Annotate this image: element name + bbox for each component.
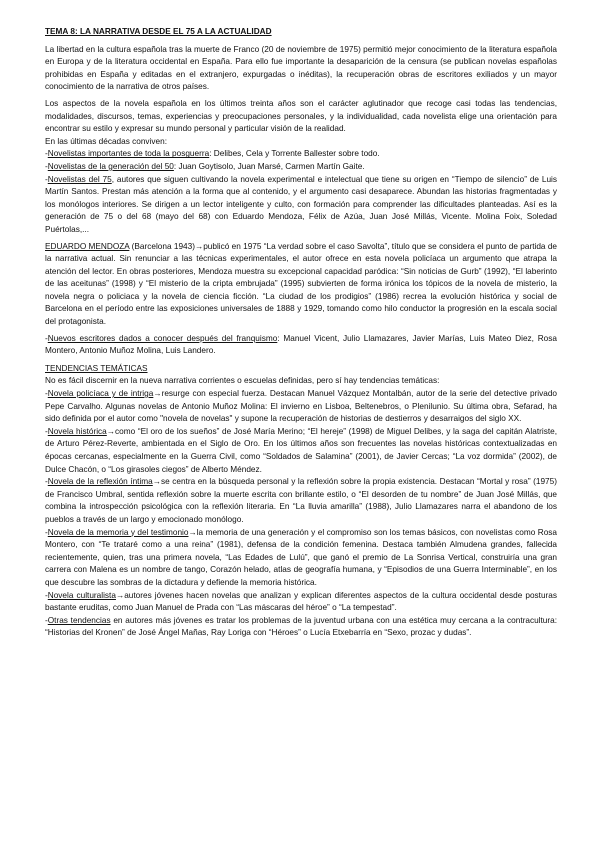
new-writers-text: : Manuel Vicent, Julio Llamazares, Javier Marías, Luis Mateo Diez, Rosa Montero, Antonio Muñoz Molina, Luis Landero.	[45, 333, 557, 356]
tendencia-policiaca: -Novela policíaca y de intriga→resurge con especial fuerza. Destacan Manuel Vázquez Montalbán, autor de la serie del detective privado Pepe Carvalho. Algunas novelas de Antonio Muñoz Molina: El invierno en Lisboa, Beltenebros, o Plenilunio. Su última obra, Sefarad, ha sido definida por el autor como "novela de novelas" y supone la recuperación de historias de destierros y desarraigos del siglo XX.	[45, 389, 558, 424]
document-page	[45, 26, 557, 640]
mendoza-label: EDUARDO MENDOZA	[45, 241, 130, 251]
tendencia-label: Novela de la reflexión íntima	[47, 477, 153, 487]
group-label: Novelistas importantes de toda la posguerra	[47, 149, 210, 159]
tendencia-text: en autores más jóvenes es tratar los problemas de la juventud urbana con una estética muy cercana a la contracultura: “Historias del Kronen” de José Ángel Mañas, Ray Loriga con “Héroes” o Lucía Etxebarría en “Sexo, prozac y dudas”.	[45, 615, 558, 638]
tendencia-label: Novela histórica	[47, 426, 107, 436]
group-generacion-50: -Novelistas de la generación del 50: Juan Goytisolo, Juan Marsé, Carmen Martín Gaite.	[45, 161, 365, 171]
group-posguerra: -Novelistas importantes de toda la posguerra: Delibes, Cela y Torrente Ballester sobre todo.	[45, 149, 380, 159]
tendencia-reflexion-intima: -Novela de la reflexión íntima→se centra en la búsqueda personal y la reflexión sobre la propia existencia. Destacan “Mortal y rosa” (1975) de Francisco Umbral, sentida reflexión sobre la muerte escrita con brillante estilo, o “El desorden de tu nombre” de Juan José Millás, que combina la introspección psicológica con la reflexión literaria. En “La lluvia amarilla” (1988), Julio Llamazares narra el abandono de los pueblos a través de un largo y emocionado monólogo.	[45, 477, 557, 524]
tendencia-historica: -Novela histórica→como “El oro de los sueños” de José María Merino; “El hereje” (1998) de Miguel Delibes, y la saga del capitán Alatriste, de Arturo Pérez-Reverte, ambientada en el Siglo de Oro. En los últimos años son frecuentes las novelas históricas contextualizadas en épocas cercanas, especialmente en la Guerra Civil, como “Soldados de Salamina” (2001), de Javier Cercas; “La voz dormida” (2002), de Dulce Chacón, o “Los girasoles ciegos” de Alberto Méndez.	[45, 426, 558, 474]
document-title: TEMA 8: LA NARRATIVA DESDE EL 75 A LA ACTUALIDAD	[45, 27, 272, 36]
group-label: Novelistas de la generación del 50	[47, 161, 174, 171]
group-label: Novelistas del 75	[47, 174, 112, 184]
tendencia-label: Novela policíaca y de intriga	[47, 389, 154, 399]
group-novelistas-75: -Novelistas del 75, autores que siguen cultivando la novela experimental e intelectual que tiene su origen en “Tiempo de silencio” de Luis Martín Santos. Prestan más atención a la forma que al contenido, y el argumento casi desaparece. Abundan las historias fragmentadas y los monólogos interiores. Se dirigen a un lector inteligente y culto, con formación para comprender las dificultades planteadas. Así es la generación de 75 o del 68 (mayo del 68) con Eduardo Mendoza, Félix de Azúa, Juan José Millás, Vicente. Molina Foix, Soledad Puértolas,...	[45, 174, 557, 234]
tendencia-text: →como “El oro de los sueños” de José María Merino; “El hereje” (1998) de Miguel Delibes, y la saga del capitán Alatriste, de Arturo Pérez-Reverte, ambientada en el Siglo de Oro. En los últimos años son frecuentes las novelas históricas contextualizadas en épocas cercanas, especialmente en la Guerra Civil, como “Soldados de Salamina” (2001), de Javier Cercas; “La voz dormida” (2002), de Dulce Chacón, o “Los girasoles ciegos” de Alberto Méndez.	[45, 426, 558, 474]
mendoza-paragraph	[45, 241, 557, 329]
tendencia-text: →la memoria de una generación y el compromiso son los temas básicos, con novelistas como Rosa Montero, con “Te trataré como a una reina” (1981), defensa de la condición femenina. Destaca también Almudena grandes, fallecida recientemente, quien, tras una primera novela, “Las Edades de Lulú”, que ganó el premio de La Sonrisa Vertical, construiría una gran carrera con Malena es un nombre de tango, Corazón helado, atlas de geografía humana, y “Episodios de una Guerra Interminable”, en los que descubre las sombras de la dictadura y defiende la memoria histórica.	[45, 527, 557, 587]
tendencia-text: →autores jóvenes hacen novelas que analizan y explican diferentes aspectos de la cultura occidental desde posturas bastante eruditas, como Juan Manuel de Prada con “Las máscaras del héroe” o “La tempestad”.	[45, 590, 558, 613]
tendencias-intro: No es fácil discernir en la nueva narrativa corrientes o escuelas definidas, pero sí hay tendencias temáticas:	[45, 376, 440, 386]
tendencia-otras: -Otras tendencias en autores más jóvenes es tratar los problemas de la juventud urbana con una estética muy cercana a la contracultura: “Historias del Kronen” de José Ángel Mañas, Ray Loriga con “Héroes” o Lucía Etxebarría en “Sexo, prozac y dudas”.	[45, 615, 558, 638]
tendencia-label: Novela culturalista	[47, 590, 116, 600]
new-writers-paragraph: -Nuevos escritores dados a conocer después del franquismo: Manuel Vicent, Julio Llamazares, Javier Marías, Luis Mateo Diez, Rosa Montero, Antonio Muñoz Molina, Luis Landero.	[45, 333, 557, 356]
group-text: : Juan Goytisolo, Juan Marsé, Carmen Martín Gaite.	[173, 161, 365, 171]
mendoza-text: (Barcelona 1943)→publicó en 1975 “La verdad sobre el caso Savolta”, título que se considera el punto de partida de la narrativa actual. Sin renunciar a las técnicas experimentales, el autor ofrece en esta novela policíaca un argumento que atrapa la atención del lector. En obras posteriores, Mendoza muestra su excepcional capacidad paródica: “Sin noticias de Gurb” (1992), “El laberinto de las aceitunas” (1998) y “El misterio de la cripta embrujada” (1995) subvierten de forma irónica los tópicos de la novela de misterio, la novela negra o policiaca y la novela de ciencia ficción. “La ciudad de los prodigios” (1986) recrea la evolución histórica y social de Barcelona en el período entre las exposiciones universales de 1888 y 1929, tomando como hilo conductor la progresión en la escala social del protagonista.	[45, 241, 557, 327]
tendencia-label: Novela de la memoria y del testimonio	[47, 527, 189, 537]
group-text: , autores que siguen cultivando la novela experimental e intelectual que tiene su origen en “Tiempo de silencio” de Luis Martín Santos. Prestan más atención a la forma que al contenido, y el argumento casi desaparece. Abundan las historias fragmentadas y los monólogos interiores. Se dirigen a un lector inteligente y culto, con formación para comprender las dificultades planteadas. Así es la generación de 75 o del 68 (mayo del 68) con Eduardo Mendoza, Félix de Azúa, Juan José Millás, Vicente. Molina Foix, Soledad Puértolas,...	[45, 174, 557, 234]
new-writers-label: Nuevos escritores dados a conocer después del franquismo	[47, 333, 278, 343]
tendencia-text: →resurge con especial fuerza. Destacan Manuel Vázquez Montalbán, autor de la serie del detective privado Pepe Carvalho. Algunas novelas de Antonio Muñoz Molina: El invierno en Lisboa, Beltenebros, o Plenilunio. Su última obra, Sefarad, ha sido definida por el autor como "novela de novelas" y supone la recuperación de historias de destierros y desarraigos del siglo XX.	[45, 389, 558, 424]
decades-intro: En las últimas décadas conviven:	[45, 136, 167, 146]
tendencia-text: →se centra en la búsqueda personal y la reflexión sobre la propia existencia. Destacan “Mortal y rosa” (1975) de Francisco Umbral, sentida reflexión sobre la muerte escrita con brillante estilo, o “El desorden de tu nombre” de Juan José Millás, que combina la introspección psicológica con la reflexión literaria. En “La lluvia amarilla” (1988), Julio Llamazares narra el abandono de los pueblos a través de un largo y emocionado monólogo.	[45, 477, 557, 524]
tendencia-memoria: -Novela de la memoria y del testimonio→la memoria de una generación y el compromiso son los temas básicos, con novelistas como Rosa Montero, con “Te trataré como a una reina” (1981), defensa de la condición femenina. Destaca también Almudena grandes, fallecida recientemente, quien, tras una primera novela, “Las Edades de Lulú”, que ganó el premio de La Sonrisa Vertical, construiría una gran carrera con Malena es un nombre de tango, Corazón helado, atlas de geografía humana, y “Episodios de una Guerra Interminable”, en los que descubre las sombras de la dictadura y defiende la memoria histórica.	[45, 527, 557, 587]
group-text: : Delibes, Cela y Torrente Ballester sobre todo.	[209, 149, 380, 159]
tendencias-heading: TENDENCIAS TEMÁTICAS	[45, 363, 148, 373]
intro-paragraph: La libertad en la cultura española tras la muerte de Franco (20 de noviembre de 1975) permitió mejor conocimiento de la literatura española en Europa y de la literatura occidental en España. Para ello fue importante la desaparición de la censura (se publican novelas españolas prohibidas en España y editadas en el extranjero, expurgadas o inéditas), la recuperación obras de escritores exiliados y un mayor conocimiento de la narrativa de otros países.	[45, 44, 557, 92]
aspects-paragraph: Los aspectos de la novela española en los últimos treinta años son el carácter aglutinador que recoge casi todas las tendencias, modalidades, discursos, temas, experiencias y preocupaciones personales, y la individualidad, cada novelista elige una orientación para encontrar su estilo y expresar su mundo personal y particular visión de la realidad.	[45, 98, 557, 134]
tendencia-label: Otras tendencias	[47, 615, 111, 625]
tendencia-culturalista: -Novela culturalista→autores jóvenes hacen novelas que analizan y explican diferentes aspectos de la cultura occidental desde posturas bastante eruditas, como Juan Manuel de Prada con “Las máscaras del héroe” o “La tempestad”.	[45, 590, 558, 613]
